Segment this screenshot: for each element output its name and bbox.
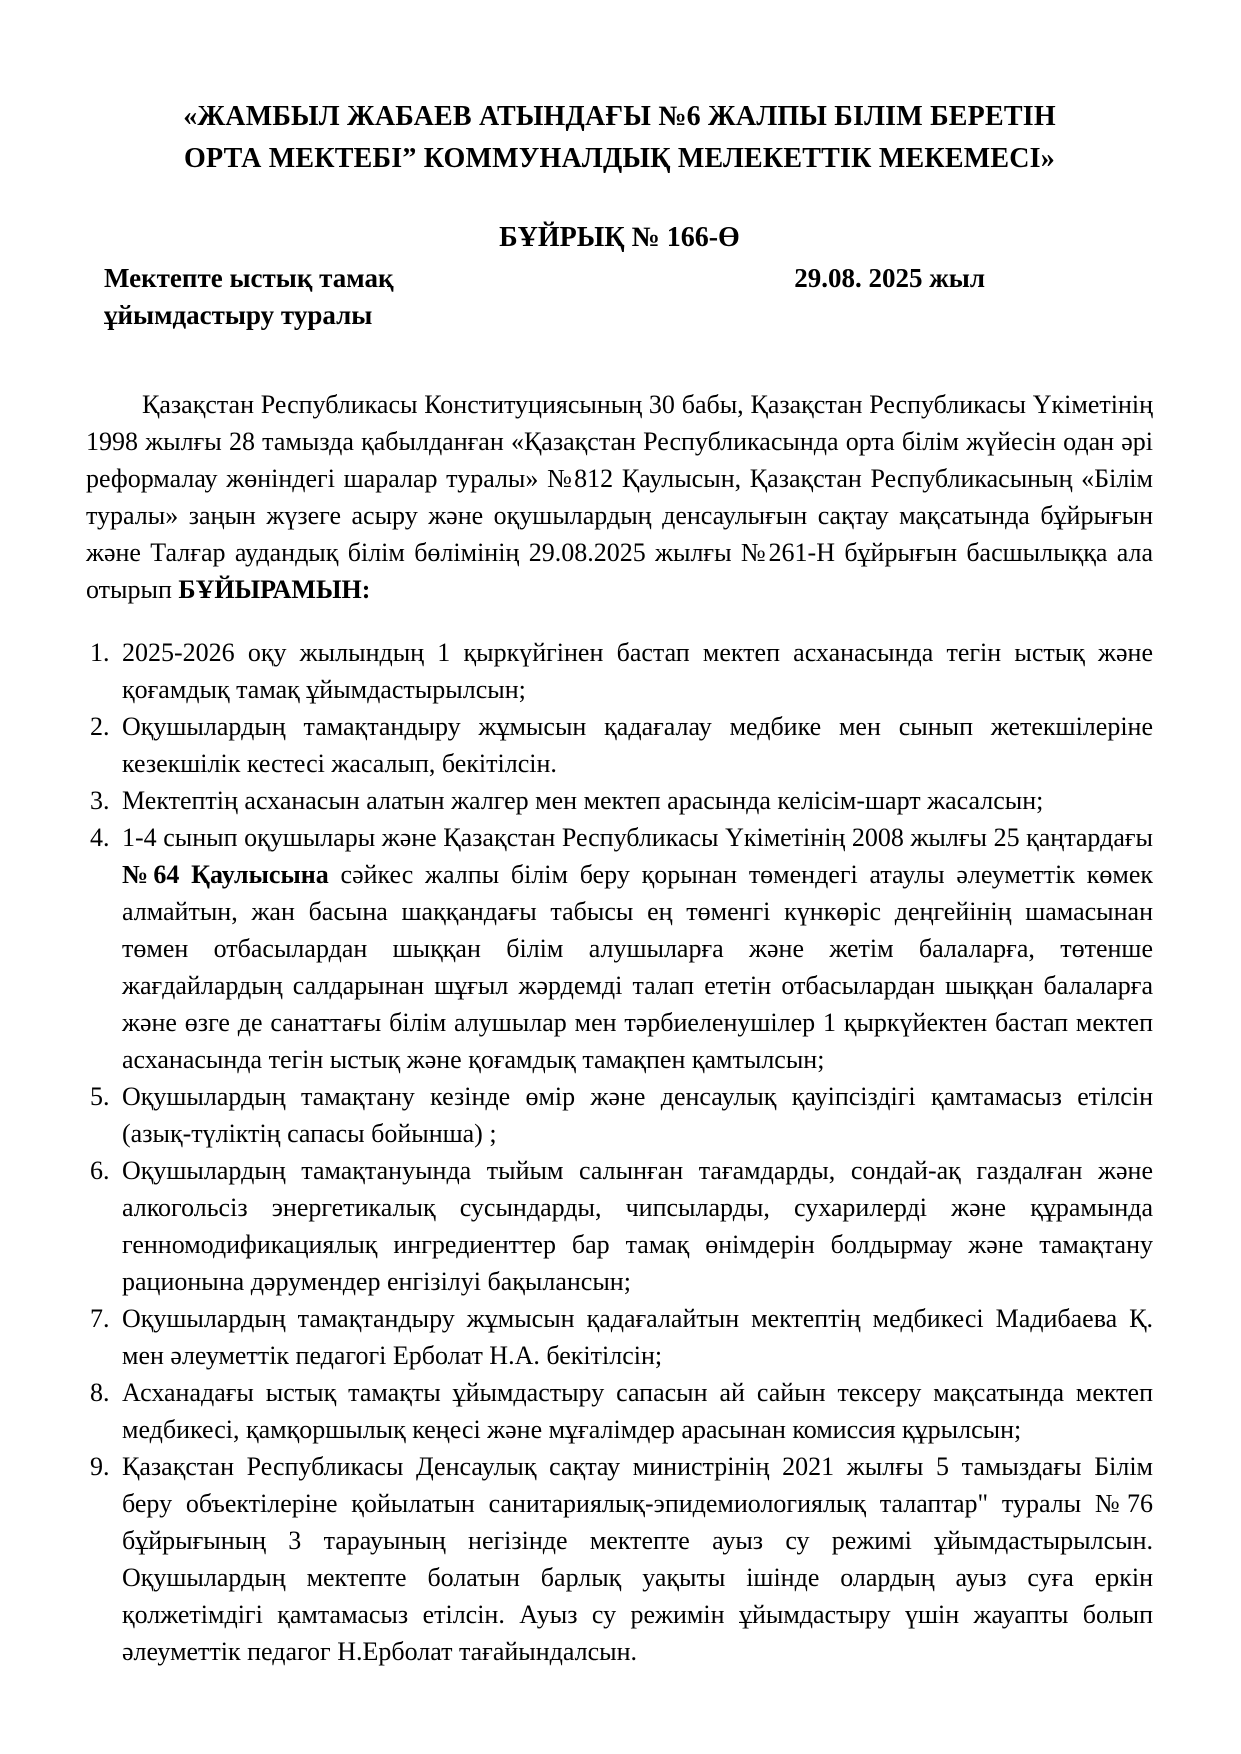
item-text [122, 819, 1153, 1078]
order-item-4 [86, 819, 1153, 1078]
item-number: 3. [90, 786, 110, 815]
text-run: 2025-2026 оқу жылындың 1 қыркүйгінен бастап мектеп асханасында тегін ыстық және қоғамдық тамақ ұйымдастырылсын; [122, 638, 1153, 704]
text-run: Оқушылардың тамақтандыру жұмысын қадағалау медбике мен сынып жетекшілеріне кезекшілік кестесі жасалып, бекітілсін. [122, 712, 1153, 778]
text-run: Қазақстан Республикасы Конституциясының 30 бабы, Қазақстан Республикасы Үкіметінің 1998 жылғы 28 тамызда қабылданған «Қазақстан Республикасында орта білім жүйесін одан әрі реформалау жөніндегі шаралар туралы» №812 Қаулысын, Қазақстан Республикасының «Білім туралы» заңын жүзеге асыру және оқушылардың денсаулығын сақтау мақсатында бұйрығын және Талғар аудандық білім бөлімінің 29.08.2025 жылғы №261-Н бұйрығын басшылыққа ала отырып [86, 390, 1153, 604]
bold-text-run: БҰЙЫРАМЫН: [178, 575, 371, 604]
item-text [122, 1078, 1153, 1152]
order-subject [104, 260, 394, 334]
item-number: 8. [90, 1378, 110, 1407]
order-item-2 [86, 708, 1153, 782]
item-number: 9. [90, 1452, 110, 1481]
item-text [122, 1374, 1153, 1448]
item-number: 1. [90, 638, 110, 667]
organization-header [86, 96, 1153, 180]
intro-paragraph [86, 386, 1153, 608]
item-number: 7. [90, 1304, 110, 1333]
item-text [122, 1300, 1153, 1374]
subject-date-row [86, 260, 1153, 334]
item-number: 6. [90, 1156, 110, 1185]
order-date: 29.08. 2025 жыл [794, 263, 985, 293]
order-item-8 [86, 1374, 1153, 1448]
order-item-7 [86, 1300, 1153, 1374]
order-items-list [86, 634, 1153, 1670]
organization-header-line1: «ЖАМБЫЛ ЖАБАЕВ АТЫНДАҒЫ №6 ЖАЛПЫ БІЛІМ БЕРЕТІН [183, 101, 1056, 132]
bold-text-run: №64 Қаулысына [122, 860, 329, 889]
order-subject-line1: Мектепте ыстық тамақ [104, 263, 394, 293]
order-title: БҰЙРЫҚ № 166-Ө [499, 222, 740, 253]
item-number: 4. [90, 823, 110, 852]
text-run: 1-4 сынып оқушылары және Қазақстан Республикасы Үкіметінің 2008 жылғы 25 қаңтардағы [122, 823, 1153, 852]
item-number: 2. [90, 712, 110, 741]
item-text [122, 1152, 1153, 1300]
text-run: Мектептің асханасын алатын жалгер мен мектеп арасында келісім-шарт жасалсын; [122, 786, 1044, 815]
item-text [122, 634, 1153, 708]
order-item-5 [86, 1078, 1153, 1152]
text-run: Оқушылардың тамақтануында тыйым салынған тағамдарды, сондай-ақ газдалған және алкогольсіз энергетикалық сусындарды, чипсыларды, сухарилерді және құрамында генномодификациялық ингредиенттер бар тамақ өнімдерін болдырмау және тамақтану рационына дәрумендер енгізілуі бақылансын; [122, 1156, 1153, 1296]
item-text [122, 1448, 1153, 1670]
item-number: 5. [90, 1082, 110, 1111]
text-run: сәйкес жалпы білім беру қорынан төмендегі атаулы әлеуметтік көмек алмайтын, жан басына шаққандағы табысы ең төменгі күнкөріс деңгейінің шамасынан төмен отбасылардан шыққан білім алушыларға және жетім балаларға, төтенше жағдайлардың салдарынан шұғыл жәрдемді талап ететін отбасылардан шыққан балаларға және өзге де санаттағы білім алушылар мен тәрбиеленушілер 1 қыркүйектен бастап мектеп асханасында тегін ыстық және қоғамдық тамақпен қамтылсын; [122, 860, 1154, 1074]
organization-header-line2: ОРТА МЕКТЕБІ” КОММУНАЛДЫҚ МЕЛЕКЕТТІК МЕКЕМЕСІ» [184, 143, 1055, 174]
order-item-1 [86, 634, 1153, 708]
order-item-6 [86, 1152, 1153, 1300]
order-subject-line2: ұйымдастыру туралы [104, 300, 373, 330]
order-item-9 [86, 1448, 1153, 1670]
text-run: Асханадағы ыстық тамақты ұйымдастыру сапасын ай сайын тексеру мақсатында мектеп медбикесі, қамқоршылық кеңесі және мұғалімдер арасынан комиссия құрылсын; [122, 1378, 1153, 1444]
text-run: Оқушылардың тамақтану кезінде өмір және денсаулық қауіпсіздігі қамтамасыз етілсін (азық-түліктің сапасы бойынша) ; [122, 1082, 1153, 1148]
item-text [122, 708, 1153, 782]
text-run: Оқушылардың тамақтандыру жұмысын қадағалайтын мектептің медбикесі Мадибаева Қ. мен әлеуметтік педагогі Ерболат Н.А. бекітілсін; [122, 1304, 1153, 1370]
text-run: Қазақстан Республикасы Денсаулық сақтау министрінің 2021 жылғы 5 тамыздағы Білім беру объектілеріне қойылатын санитариялық-эпидемиологиялық талаптар" туралы №76 бұйрығының 3 тарауының негізінде мектепте ауыз су режимі ұйымдастырылсын. Оқушылардың мектепте болатын барлық уақыты ішінде олардың ауыз суға еркін қолжетімдігі қамтамасыз етілсін. Ауыз су режимін ұйымдастыру үшін жауапты болып әлеуметтік педагог Н.Ерболат тағайындалсын. [122, 1452, 1153, 1666]
order-item-3 [86, 782, 1153, 819]
item-text [122, 782, 1153, 819]
